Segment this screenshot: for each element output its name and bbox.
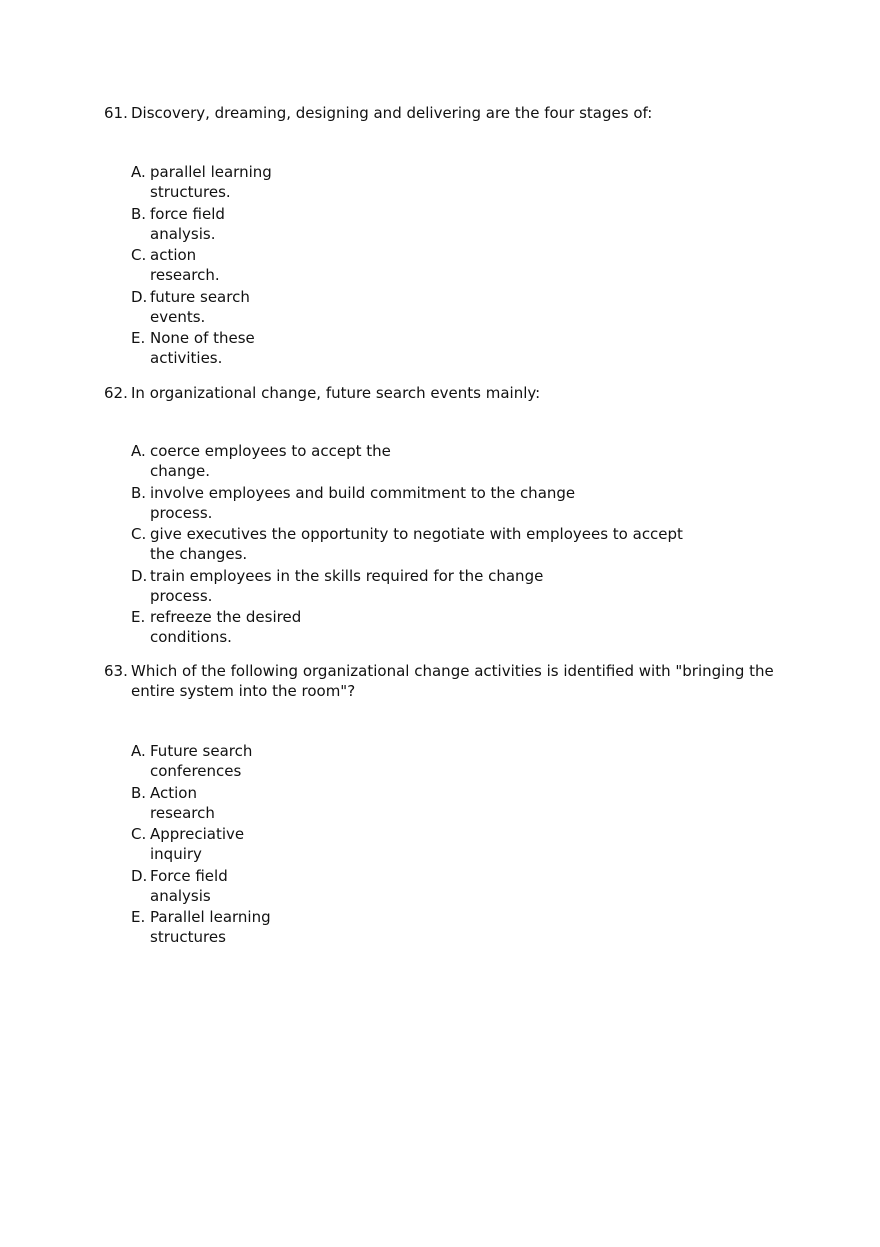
question-number: 63.: [104, 662, 128, 680]
option-text: refreeze the desired conditions.: [150, 608, 302, 646]
question-number: 61.: [104, 104, 128, 122]
option-text: action research.: [150, 246, 220, 284]
option-letter: E.: [131, 608, 146, 626]
option-letter: E.: [131, 908, 146, 926]
option-c[interactable]: [131, 524, 683, 564]
option-e[interactable]: [131, 328, 272, 368]
option-text: future search events.: [150, 287, 250, 326]
option-e[interactable]: [131, 907, 271, 947]
option-letter: B.: [131, 483, 147, 502]
options-63: [131, 741, 271, 949]
options-62: [131, 441, 683, 649]
option-d[interactable]: [131, 866, 271, 906]
option-c[interactable]: [131, 245, 272, 285]
option-text: Action research: [150, 783, 215, 822]
options-61: [131, 162, 272, 370]
option-text: None of these activities.: [150, 329, 255, 367]
question-62: [104, 383, 784, 403]
option-a[interactable]: [131, 741, 271, 781]
question-63: [104, 661, 784, 701]
option-letter: E.: [131, 329, 146, 347]
option-letter: D.: [131, 287, 148, 306]
option-text: force field analysis.: [150, 204, 225, 243]
option-a[interactable]: [131, 162, 272, 202]
option-letter: D.: [131, 566, 148, 585]
question-61: [104, 103, 784, 123]
option-letter: D.: [131, 866, 148, 885]
option-letter: B.: [131, 204, 147, 223]
option-b[interactable]: [131, 783, 271, 823]
question-text: Which of the following organizational change activities is identified with "bringing the entire system into the room"?: [131, 662, 774, 700]
option-letter: A.: [131, 442, 146, 460]
option-text: give executives the opportunity to negotiate with employees to accept the changes.: [150, 525, 683, 563]
option-text: Parallel learning structures: [150, 908, 271, 946]
option-letter: A.: [131, 163, 146, 181]
option-b[interactable]: [131, 483, 683, 523]
option-a[interactable]: [131, 441, 683, 481]
question-number: 62.: [104, 384, 128, 402]
option-letter: B.: [131, 783, 147, 802]
option-text: parallel learning structures.: [150, 163, 272, 201]
option-letter: A.: [131, 742, 146, 760]
option-text: train employees in the skills required for the change process.: [150, 566, 544, 605]
option-e[interactable]: [131, 607, 683, 647]
option-letter: C.: [131, 825, 147, 843]
option-letter: C.: [131, 246, 147, 264]
option-text: coerce employees to accept the change.: [150, 442, 391, 480]
option-d[interactable]: [131, 287, 272, 327]
question-text: Discovery, dreaming, designing and delivering are the four stages of:: [131, 104, 653, 122]
option-c[interactable]: [131, 824, 271, 864]
option-text: involve employees and build commitment to the change process.: [150, 483, 576, 522]
option-d[interactable]: [131, 566, 683, 606]
question-text: In organizational change, future search events mainly:: [131, 384, 541, 402]
option-text: Force field analysis: [150, 866, 228, 905]
option-text: Future search conferences: [150, 742, 253, 780]
option-letter: C.: [131, 525, 147, 543]
option-b[interactable]: [131, 204, 272, 244]
option-text: Appreciative inquiry: [150, 825, 245, 863]
